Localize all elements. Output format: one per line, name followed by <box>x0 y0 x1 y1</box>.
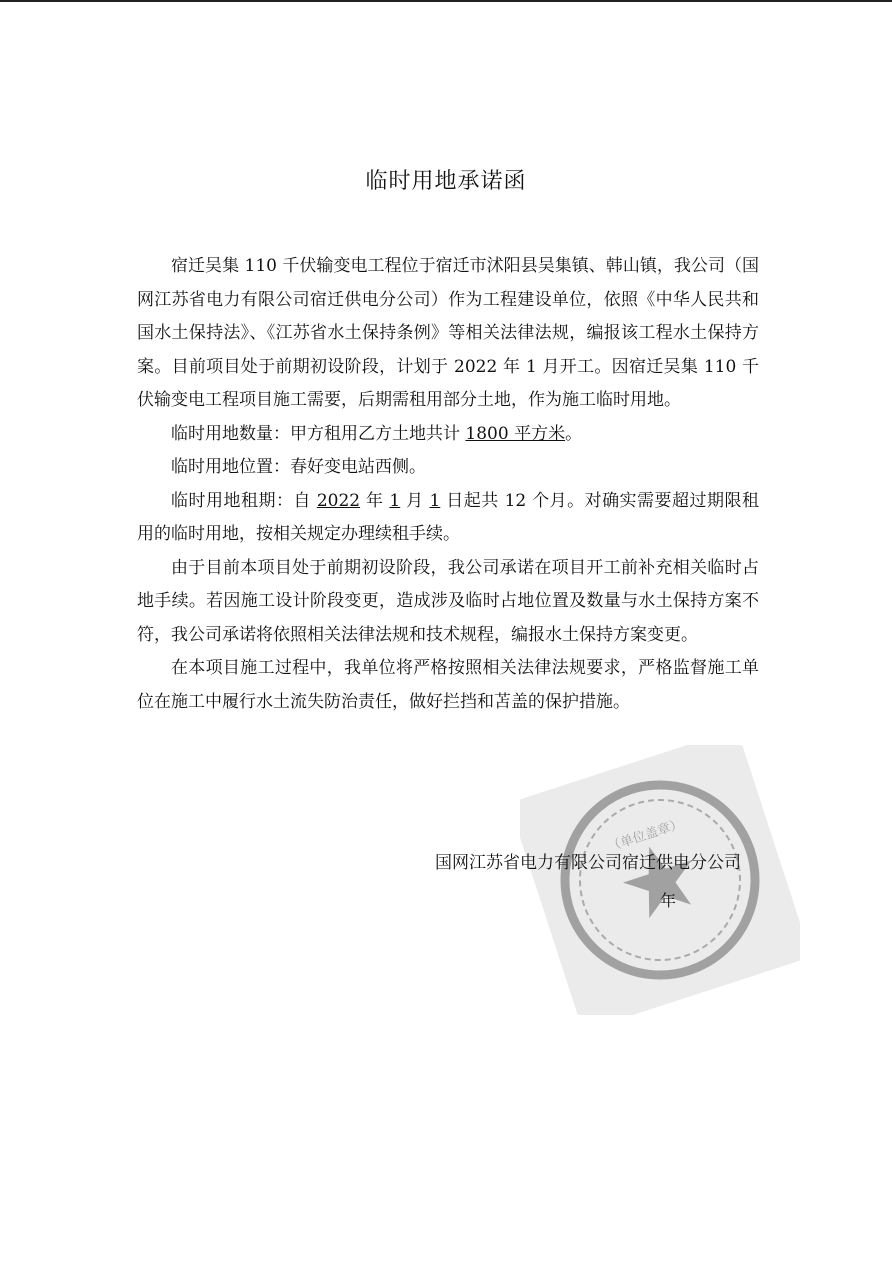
term-rest: 日起共 12 个月。对确实需要超过期限租用的临时用地，按相关规定办理续租手续。 <box>137 490 759 544</box>
company-seal <box>520 745 800 1015</box>
paragraph-term <box>137 485 759 552</box>
term-prefix: 临时用地租期：自 <box>171 490 317 511</box>
seal-inner-text: （单位盖章） <box>606 816 686 855</box>
term-year-suffix: 年 <box>360 490 390 511</box>
area-label: 临时用地数量：甲方租用乙方土地共计 <box>171 423 466 444</box>
paragraph-area <box>137 418 759 452</box>
page-top-border <box>0 0 892 2</box>
paragraph-supervision: 在本项目施工过程中，我单位将严格按照相关法律法规要求，严格监督施工单位在施工中履行水土流失防治责任，做好拦挡和苫盖的保护措施。 <box>137 658 759 712</box>
term-month-suffix: 月 <box>400 490 430 511</box>
term-day: 1 <box>429 490 441 511</box>
area-value: 1800 平方米 <box>465 423 566 444</box>
area-end: 。 <box>565 423 583 444</box>
document-title: 临时用地承诺函 <box>365 169 527 194</box>
signature-date: 年 <box>660 891 677 910</box>
paragraph-location: 临时用地位置：春好变电站西侧。 <box>171 457 426 477</box>
paragraph-intro: 宿迁吴集 110 千伏输变电工程位于宿迁市沭阳县吴集镇、韩山镇，我公司（国网江苏省电力有限公司宿迁供电分公司）作为工程建设单位，依照《中华人民共和国水土保持法》、《江苏省水土保持条例》等相关法律法规，编报该工程水土保持方案。目前项目处于前期初设阶段，计划于 2022 年 1 月开工。因宿迁吴集 110 千伏输变电工程项目施工需要，后期需租用部分土地，作为施工临时用地。 <box>137 256 759 410</box>
term-year: 2022 <box>316 490 361 511</box>
paragraph-commitment: 由于目前本项目处于前期初设阶段，我公司承诺在项目开工前补充相关临时占地手续。若因施工设计阶段变更，造成涉及临时占地位置及数量与水土保持方案不符，我公司承诺将依照相关法律法规和技术规程，编报水土保持方案变更。 <box>137 557 759 645</box>
signature-company: 国网江苏省电力有限公司宿迁供电分公司 <box>435 853 741 873</box>
document-body <box>137 250 759 719</box>
term-month: 1 <box>389 490 401 511</box>
